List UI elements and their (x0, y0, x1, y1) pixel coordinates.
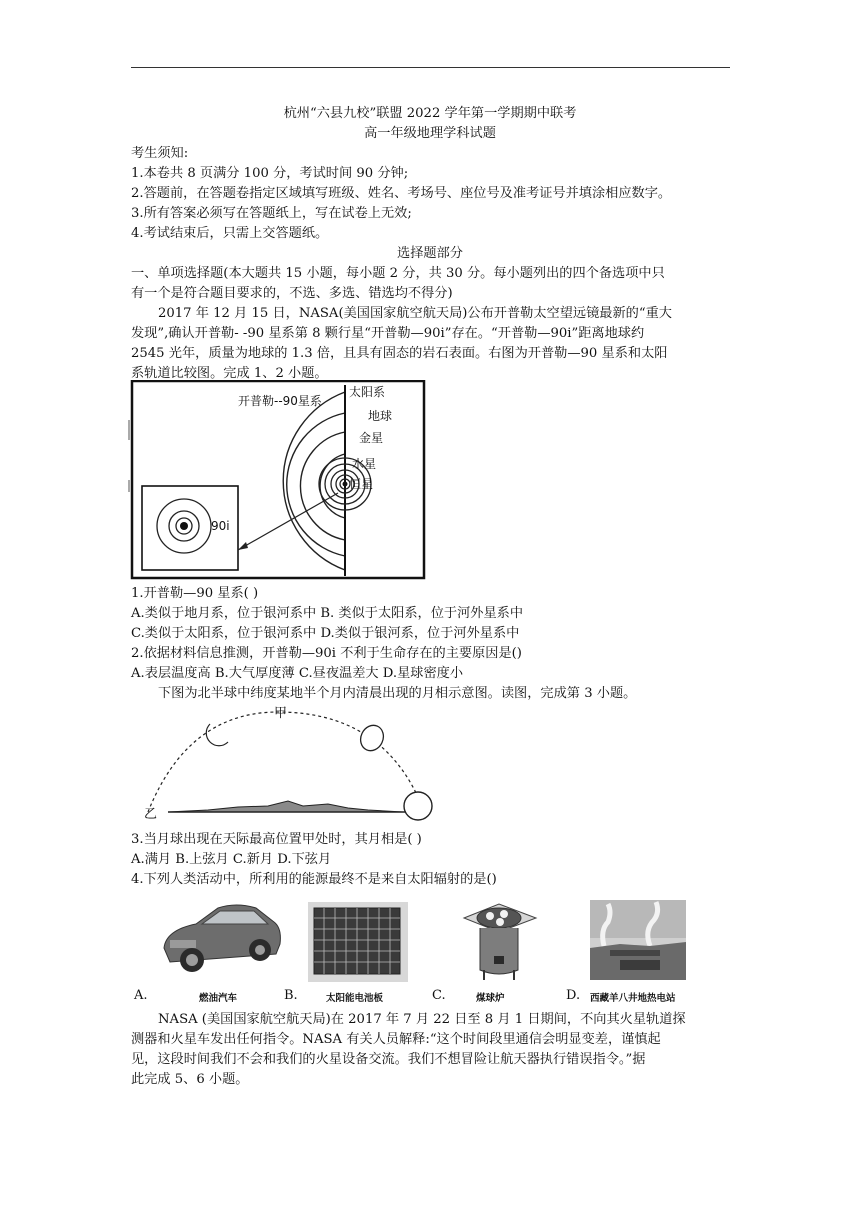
geothermal-station-image (590, 900, 686, 980)
label-yi: 乙 (144, 807, 158, 822)
crescent-moon-icon (206, 724, 228, 746)
q1-options-cd: C.类似于太阳系，位于银河系中 D.类似于银河系，位于河外星系中 (131, 626, 520, 641)
passage3-line-2: 测器和火星车发出任何指令。NASA 有关人员解释:“这个时间段里通信会明显变差，谨慎起 (131, 1032, 661, 1047)
q3-options: A.满月 B.上弦月 C.新月 D.下弦月 (131, 852, 332, 867)
passage3-line-1: NASA (美国国家航空航天局)在 2017 年 7 月 22 日至 8 月 1 日期间，不向其火星轨道探 (158, 1012, 686, 1027)
q4-choice-a-letter: A. (134, 988, 148, 1003)
q1-stem: 1.开普勒—90 星系( ) (131, 586, 259, 601)
passage1-line-3: 2545 光年，质量为地球的 1.3 倍，且具有固态的岩石表面。右图为开普勒—90 星系和太阳 (131, 346, 668, 361)
passage3-line-4: 此完成 5、6 小题。 (131, 1072, 249, 1087)
section-intro-line-2: 有一个是符合题目要求的，不选、多选、错选均不得分) (131, 286, 453, 301)
car-image (156, 896, 286, 978)
passage1-line-2: 发现”,确认开普勒- -90 星系第 8 颗行星“开普勒—90i”存在。“开普勒—90i”距离地球约 (131, 326, 645, 341)
q4-choice-d-letter: D. (566, 988, 581, 1003)
notice-item-4: 4.考试结束后，只需上交答题纸。 (131, 226, 329, 241)
gibbous-moon-icon (357, 722, 388, 755)
notice-heading: 考生须知: (131, 146, 189, 161)
q4-choice-b-caption: 太阳能电池板 (326, 993, 384, 1004)
label-mercury: 水星 (352, 457, 377, 471)
q4-stem: 4.下列人类活动中，所利用的能源最终不是来自太阳辐射的是() (131, 872, 497, 887)
moon-phase-figure (128, 702, 448, 828)
passage3-line-3: 见，这段时间我们不会和我们的火星设备交流。我们不想冒险让航天器执行错误指令。”据 (131, 1052, 646, 1067)
q2-options: A.表层温度高 B.大气厚度薄 C.昼夜温差大 D.星球密度小 (131, 666, 464, 681)
full-moon-icon (404, 792, 432, 820)
q4-choice-c-letter: C. (432, 988, 446, 1003)
passage1-line-1: 2017 年 12 月 15 日，NASA(美国国家航空航天局)公布开普勒太空望远镜最新的“重大 (158, 306, 672, 321)
q3-stem: 3.当月球出现在天际最高位置甲处时，其月相是( ) (131, 832, 422, 847)
notice-item-3: 3.所有答案必须写在答题纸上，写在试卷上无效; (131, 206, 412, 221)
q2-stem: 2.依据材料信息推测，开普勒—90i 不利于生命存在的主要原因是() (131, 646, 522, 661)
section-title: 选择题部分 (397, 246, 463, 261)
label-jia: 甲 (274, 706, 288, 721)
exam-title: 杭州“六县九校”联盟 2022 学年第一学期期中联考 (283, 106, 577, 121)
label-venus: 金星 (359, 431, 384, 445)
q4-choice-b-letter: B. (284, 988, 298, 1003)
q4-choice-c-caption: 煤球炉 (476, 993, 505, 1004)
q4-choice-d-caption: 西藏羊八井地热电站 (590, 993, 676, 1004)
orbit-comparison-figure (128, 380, 428, 580)
passage2: 下图为北半球中纬度某地半个月内清晨出现的月相示意图。读图，完成第 3 小题。 (158, 686, 637, 701)
passage1-line-4: 系轨道比较图。完成 1、2 小题。 (131, 366, 328, 381)
section-intro-line-1: 一、单项选择题(本大题共 15 小题，每小题 2 分，共 30 分。每小题列出的四个备选项中只 (131, 266, 665, 281)
q4-choice-a-caption: 燃油汽车 (199, 993, 238, 1004)
label-planet-90i: 90i (211, 519, 230, 533)
notice-item-2: 2.答题前，在答题卷指定区域填写班级、姓名、考场号、座位号及准考证号并填涂相应数字。 (131, 186, 672, 201)
coal-stove-image (454, 898, 544, 984)
label-solar-system: 太阳系 (349, 385, 386, 399)
notice-item-1: 1.本卷共 8 页满分 100 分，考试时间 90 分钟; (131, 166, 409, 181)
exam-subtitle: 高一年级地理学科试题 (364, 126, 496, 141)
label-earth: 地球 (368, 409, 393, 423)
q1-options-ab: A.类似于地月系，位于银河系中 B. 类似于太阳系，位于河外星系中 (131, 606, 524, 621)
label-kepler-system: 开普勒--90星系 (238, 394, 322, 408)
header-rule (131, 67, 730, 68)
label-star: 恒星 (349, 477, 374, 491)
solar-panel-image (306, 898, 410, 984)
